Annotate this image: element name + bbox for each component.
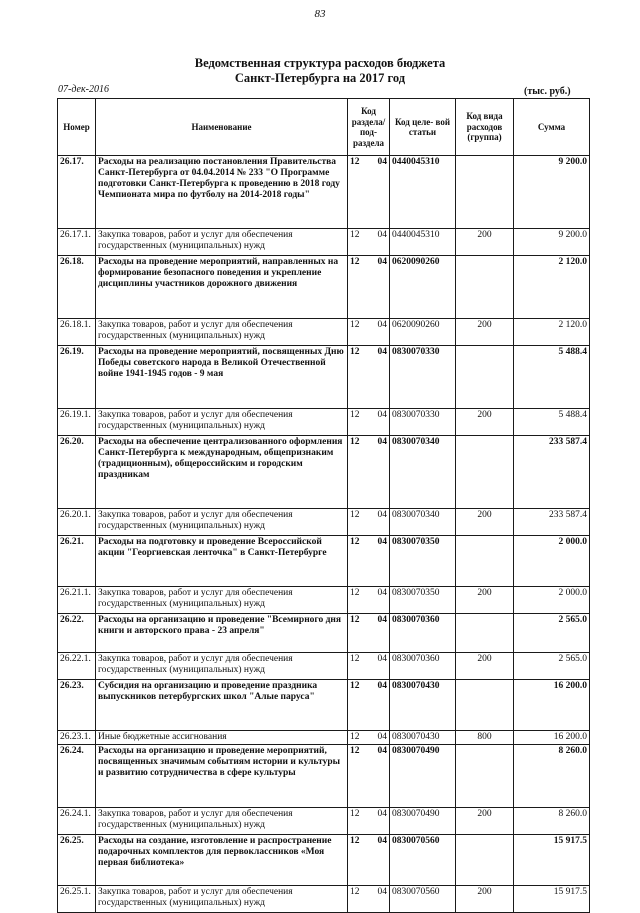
row-number: 26.23.1. <box>58 731 96 745</box>
row-razdel: 12 <box>350 320 360 330</box>
table-row <box>58 156 590 229</box>
row-name: Расходы на проведение мероприятий, посвященных Дню Победы советского народа в Великой Отечественной войне 1941-1945 годов - 9 мая <box>96 346 348 409</box>
row-csr-code: 0830070490 <box>390 808 456 835</box>
row-number: 26.25. <box>58 835 96 886</box>
table-row <box>58 808 590 835</box>
header-vid: Код вида расходов (группа) <box>456 99 514 156</box>
row-razdel-code <box>348 256 390 319</box>
row-vid-code <box>456 536 514 587</box>
row-csr-code: 0830070350 <box>390 536 456 587</box>
row-number: 26.24.1. <box>58 808 96 835</box>
row-podrazdel: 04 <box>377 681 387 691</box>
row-razdel: 12 <box>350 537 360 547</box>
row-number: 26.17.1. <box>58 229 96 256</box>
row-razdel: 12 <box>350 437 360 447</box>
units-label: (тыс. руб.) <box>524 86 571 97</box>
row-podrazdel: 04 <box>377 887 387 897</box>
table-row <box>58 731 590 745</box>
row-razdel: 12 <box>350 809 360 819</box>
row-csr-code: 0830070490 <box>390 745 456 808</box>
row-name: Закупка товаров, работ и услуг для обеспечения государственных (муниципальных) нужд <box>96 808 348 835</box>
row-csr-code: 0830070330 <box>390 409 456 436</box>
row-name: Расходы на реализацию постановления Правительства Санкт-Петербурга от 04.04.2014 № 233 "О Программе подготовки Санкт-Петербурга к проведению в 2018 году Чемпионата мира по футболу на 2014-2018 годы" <box>96 156 348 229</box>
row-name: Закупка товаров, работ и услуг для обеспечения государственных (муниципальных) нужд <box>96 587 348 614</box>
row-podrazdel: 04 <box>377 654 387 664</box>
row-name: Расходы на проведение мероприятий, направленных на формирование безопасного поведения и укрепление дисциплины участников дорожного движения <box>96 256 348 319</box>
row-razdel: 12 <box>350 732 360 742</box>
row-vid-code: 200 <box>456 587 514 614</box>
row-razdel-code <box>348 680 390 731</box>
row-sum: 2 000.0 <box>514 536 590 587</box>
row-razdel-code <box>348 745 390 808</box>
row-vid-code <box>456 835 514 886</box>
row-razdel: 12 <box>350 615 360 625</box>
row-sum: 8 260.0 <box>514 808 590 835</box>
row-vid-code <box>456 745 514 808</box>
row-csr-code: 0830070360 <box>390 653 456 680</box>
row-razdel: 12 <box>350 257 360 267</box>
row-razdel-code <box>348 319 390 346</box>
row-podrazdel: 04 <box>377 410 387 420</box>
row-sum: 233 587.4 <box>514 509 590 536</box>
table-body <box>58 156 590 913</box>
row-vid-code: 800 <box>456 731 514 745</box>
row-csr-code: 0620090260 <box>390 256 456 319</box>
table-row <box>58 745 590 808</box>
row-vid-code <box>456 346 514 409</box>
row-razdel: 12 <box>350 230 360 240</box>
row-name: Иные бюджетные ассигнования <box>96 731 348 745</box>
row-name: Закупка товаров, работ и услуг для обеспечения государственных (муниципальных) нужд <box>96 319 348 346</box>
row-sum: 5 488.4 <box>514 346 590 409</box>
row-razdel-code <box>348 886 390 913</box>
row-razdel: 12 <box>350 681 360 691</box>
row-podrazdel: 04 <box>377 588 387 598</box>
header-csr: Код целе- вой статьи <box>390 99 456 156</box>
row-name: Закупка товаров, работ и услуг для обеспечения государственных (муниципальных) нужд <box>96 886 348 913</box>
row-razdel: 12 <box>350 887 360 897</box>
row-number: 26.18.1. <box>58 319 96 346</box>
row-sum: 5 488.4 <box>514 409 590 436</box>
row-razdel: 12 <box>350 510 360 520</box>
row-vid-code <box>456 156 514 229</box>
table-row <box>58 436 590 509</box>
row-podrazdel: 04 <box>377 510 387 520</box>
table-header-row <box>58 99 590 156</box>
row-csr-code: 0830070360 <box>390 614 456 653</box>
row-podrazdel: 04 <box>377 347 387 357</box>
row-number: 26.21.1. <box>58 587 96 614</box>
row-razdel-code <box>348 436 390 509</box>
row-vid-code: 200 <box>456 886 514 913</box>
row-name: Расходы на обеспечение централизованного оформления Санкт-Петербурга к международным, общепризнаким (традиционным), общероссийским и городским праздникам <box>96 436 348 509</box>
row-csr-code: 0830070340 <box>390 436 456 509</box>
row-razdel-code <box>348 509 390 536</box>
row-vid-code <box>456 256 514 319</box>
row-razdel-code <box>348 835 390 886</box>
row-razdel: 12 <box>350 410 360 420</box>
row-name: Расходы на создание, изготовление и распространение подарочных комплектов для первоклассников «Моя первая библиотека» <box>96 835 348 886</box>
row-sum: 2 565.0 <box>514 653 590 680</box>
row-vid-code: 200 <box>456 509 514 536</box>
header-name: Наименование <box>96 99 348 156</box>
row-razdel-code <box>348 731 390 745</box>
row-sum: 9 200.0 <box>514 229 590 256</box>
row-razdel: 12 <box>350 157 360 167</box>
row-vid-code: 200 <box>456 808 514 835</box>
row-csr-code: 0440045310 <box>390 229 456 256</box>
row-podrazdel: 04 <box>377 257 387 267</box>
row-csr-code: 0440045310 <box>390 156 456 229</box>
row-vid-code <box>456 614 514 653</box>
row-razdel-code <box>348 409 390 436</box>
row-razdel-code <box>348 229 390 256</box>
row-razdel-code <box>348 587 390 614</box>
row-csr-code: 0830070350 <box>390 587 456 614</box>
row-razdel: 12 <box>350 746 360 756</box>
row-sum: 8 260.0 <box>514 745 590 808</box>
row-vid-code: 200 <box>456 229 514 256</box>
row-vid-code: 200 <box>456 653 514 680</box>
row-razdel-code <box>348 614 390 653</box>
row-razdel: 12 <box>350 654 360 664</box>
title-line-2: Санкт-Петербурга на 2017 год <box>234 71 406 85</box>
row-vid-code: 200 <box>456 409 514 436</box>
row-sum: 2 000.0 <box>514 587 590 614</box>
budget-table <box>57 98 590 913</box>
row-number: 26.18. <box>58 256 96 319</box>
table-row <box>58 319 590 346</box>
row-vid-code <box>456 680 514 731</box>
row-sum: 15 917.5 <box>514 835 590 886</box>
row-sum: 2 120.0 <box>514 256 590 319</box>
table-row <box>58 653 590 680</box>
row-csr-code: 0830070430 <box>390 731 456 745</box>
row-sum: 9 200.0 <box>514 156 590 229</box>
row-name: Закупка товаров, работ и услуг для обеспечения государственных (муниципальных) нужд <box>96 229 348 256</box>
row-name: Закупка товаров, работ и услуг для обеспечения государственных (муниципальных) нужд <box>96 653 348 680</box>
row-number: 26.19. <box>58 346 96 409</box>
row-razdel-code <box>348 808 390 835</box>
row-number: 26.23. <box>58 680 96 731</box>
row-podrazdel: 04 <box>377 230 387 240</box>
row-podrazdel: 04 <box>377 537 387 547</box>
row-number: 26.17. <box>58 156 96 229</box>
row-sum: 15 917.5 <box>514 886 590 913</box>
row-razdel-code <box>348 653 390 680</box>
row-csr-code: 0830070330 <box>390 346 456 409</box>
table-row <box>58 680 590 731</box>
row-podrazdel: 04 <box>377 615 387 625</box>
row-number: 26.24. <box>58 745 96 808</box>
title-line-1: Ведомственная структура расходов бюджета <box>194 56 446 70</box>
row-podrazdel: 04 <box>377 437 387 447</box>
row-podrazdel: 04 <box>377 732 387 742</box>
table-row <box>58 587 590 614</box>
row-csr-code: 0830070560 <box>390 886 456 913</box>
row-sum: 2 565.0 <box>514 614 590 653</box>
document-date: 07-дек-2016 <box>58 84 109 95</box>
row-podrazdel: 04 <box>377 746 387 756</box>
table-row <box>58 536 590 587</box>
row-vid-code <box>456 436 514 509</box>
row-sum: 233 587.4 <box>514 436 590 509</box>
row-name: Закупка товаров, работ и услуг для обеспечения государственных (муниципальных) нужд <box>96 509 348 536</box>
row-vid-code: 200 <box>456 319 514 346</box>
header-razdel: Код раздела/ под- раздела <box>348 99 390 156</box>
row-razdel: 12 <box>350 836 360 846</box>
table-row <box>58 346 590 409</box>
row-name: Закупка товаров, работ и услуг для обеспечения государственных (муниципальных) нужд <box>96 409 348 436</box>
row-number: 26.22.1. <box>58 653 96 680</box>
row-name: Расходы на организацию и проведение "Всемирного дня книги и авторского права - 23 апреля" <box>96 614 348 653</box>
row-podrazdel: 04 <box>377 809 387 819</box>
row-podrazdel: 04 <box>377 836 387 846</box>
row-number: 26.20. <box>58 436 96 509</box>
row-razdel: 12 <box>350 588 360 598</box>
row-number: 26.21. <box>58 536 96 587</box>
table-row <box>58 835 590 886</box>
table-row <box>58 614 590 653</box>
row-razdel-code <box>348 156 390 229</box>
document-title <box>0 56 640 86</box>
row-name: Расходы на организацию и проведение мероприятий, посвященных значимым событиям истории и культуры и развитию сотрудничества в сфере культуры <box>96 745 348 808</box>
row-razdel-code <box>348 346 390 409</box>
header-number: Номер <box>58 99 96 156</box>
table-row <box>58 409 590 436</box>
row-podrazdel: 04 <box>377 157 387 167</box>
row-podrazdel: 04 <box>377 320 387 330</box>
row-csr-code: 0830070430 <box>390 680 456 731</box>
table-row <box>58 886 590 913</box>
page-number: 83 <box>314 8 326 20</box>
row-number: 26.25.1. <box>58 886 96 913</box>
row-csr-code: 0830070340 <box>390 509 456 536</box>
row-sum: 16 200.0 <box>514 680 590 731</box>
row-razdel-code <box>348 536 390 587</box>
table-row <box>58 256 590 319</box>
row-csr-code: 0830070560 <box>390 835 456 886</box>
row-name: Субсидия на организацию и проведение праздника выпускников петербургских школ "Алые паруса" <box>96 680 348 731</box>
row-number: 26.20.1. <box>58 509 96 536</box>
header-sum: Сумма <box>514 99 590 156</box>
row-name: Расходы на подготовку и проведение Всероссийской акции "Георгиевская ленточка" в Санкт-Петербурге <box>96 536 348 587</box>
table-row <box>58 509 590 536</box>
row-sum: 2 120.0 <box>514 319 590 346</box>
row-csr-code: 0620090260 <box>390 319 456 346</box>
table-row <box>58 229 590 256</box>
row-number: 26.19.1. <box>58 409 96 436</box>
row-razdel: 12 <box>350 347 360 357</box>
row-number: 26.22. <box>58 614 96 653</box>
row-sum: 16 200.0 <box>514 731 590 745</box>
